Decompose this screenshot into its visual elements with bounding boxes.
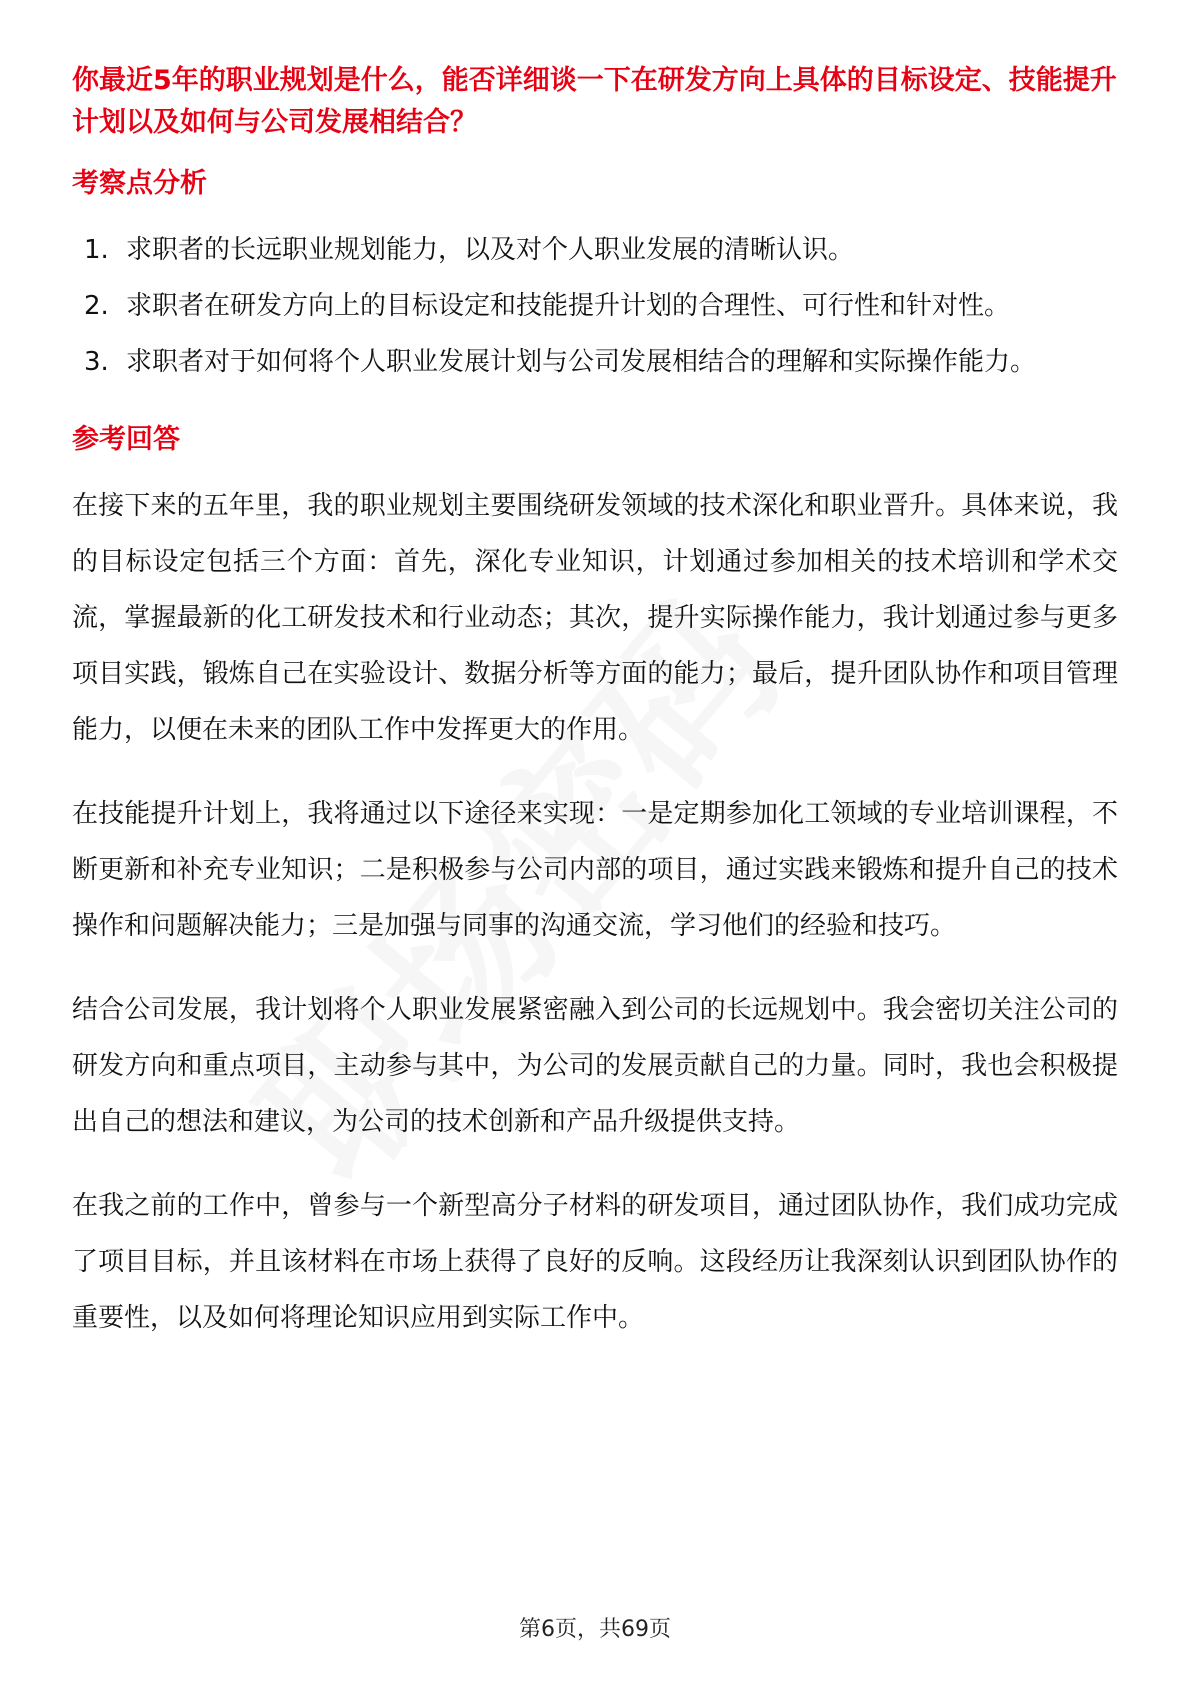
list-item-text: 求职者在研发方向上的目标设定和技能提升计划的合理性、可行性和针对性。	[126, 291, 1011, 321]
document-page	[72, 60, 1118, 1374]
answer-heading: 参考回答	[72, 424, 180, 455]
analysis-list	[72, 222, 1118, 390]
page-footer: 第6页，共69页	[519, 1617, 671, 1642]
answer-paragraph: 在技能提升计划上，我将通过以下途径来实现：一是定期参加化工领域的专业培训课程，不断更新和补充专业知识；二是积极参与公司内部的项目，通过实践来锻炼和提升自己的技术操作和问题解决能力；三是加强与同事的沟通交流，学习他们的经验和技巧。	[72, 799, 1118, 941]
list-item-number: 3.	[84, 347, 109, 377]
answer-paragraph: 在接下来的五年里，我的职业规划主要围绕研发领域的技术深化和职业晋升。具体来说，我的目标设定包括三个方面：首先，深化专业知识，计划通过参加相关的技术培训和学术交流，掌握最新的化工研发技术和行业动态；其次，提升实际操作能力，我计划通过参与更多项目实践，锻炼自己在实验设计、数据分析等方面的能力；最后，提升团队协作和项目管理能力，以便在未来的团队工作中发挥更大的作用。	[72, 491, 1118, 745]
answer-paragraph: 在我之前的工作中，曾参与一个新型高分子材料的研发项目，通过团队协作，我们成功完成了项目目标，并且该材料在市场上获得了良好的反响。这段经历让我深刻认识到团队协作的重要性，以及如何将理论知识应用到实际工作中。	[72, 1191, 1118, 1333]
list-item-number: 1.	[84, 235, 109, 265]
list-item	[72, 222, 1118, 278]
answer-paragraph: 结合公司发展，我计划将个人职业发展紧密融入到公司的长远规划中。我会密切关注公司的研发方向和重点项目，主动参与其中，为公司的发展贡献自己的力量。同时，我也会积极提出自己的想法和建议，为公司的技术创新和产品升级提供支持。	[72, 995, 1118, 1137]
answer-body	[72, 478, 1118, 1346]
list-item-text: 求职者的长远职业规划能力，以及对个人职业发展的清晰认识。	[126, 235, 855, 265]
analysis-heading: 考察点分析	[72, 168, 207, 199]
list-item	[72, 278, 1118, 334]
question-heading: 你最近5年的职业规划是什么，能否详细谈一下在研发方向上具体的目标设定、技能提升计划以及如何与公司发展相结合？	[72, 65, 1117, 138]
list-item	[72, 334, 1118, 390]
list-item-number: 2.	[84, 291, 109, 321]
list-item-text: 求职者对于如何将个人职业发展计划与公司发展相结合的理解和实际操作能力。	[126, 347, 1037, 377]
